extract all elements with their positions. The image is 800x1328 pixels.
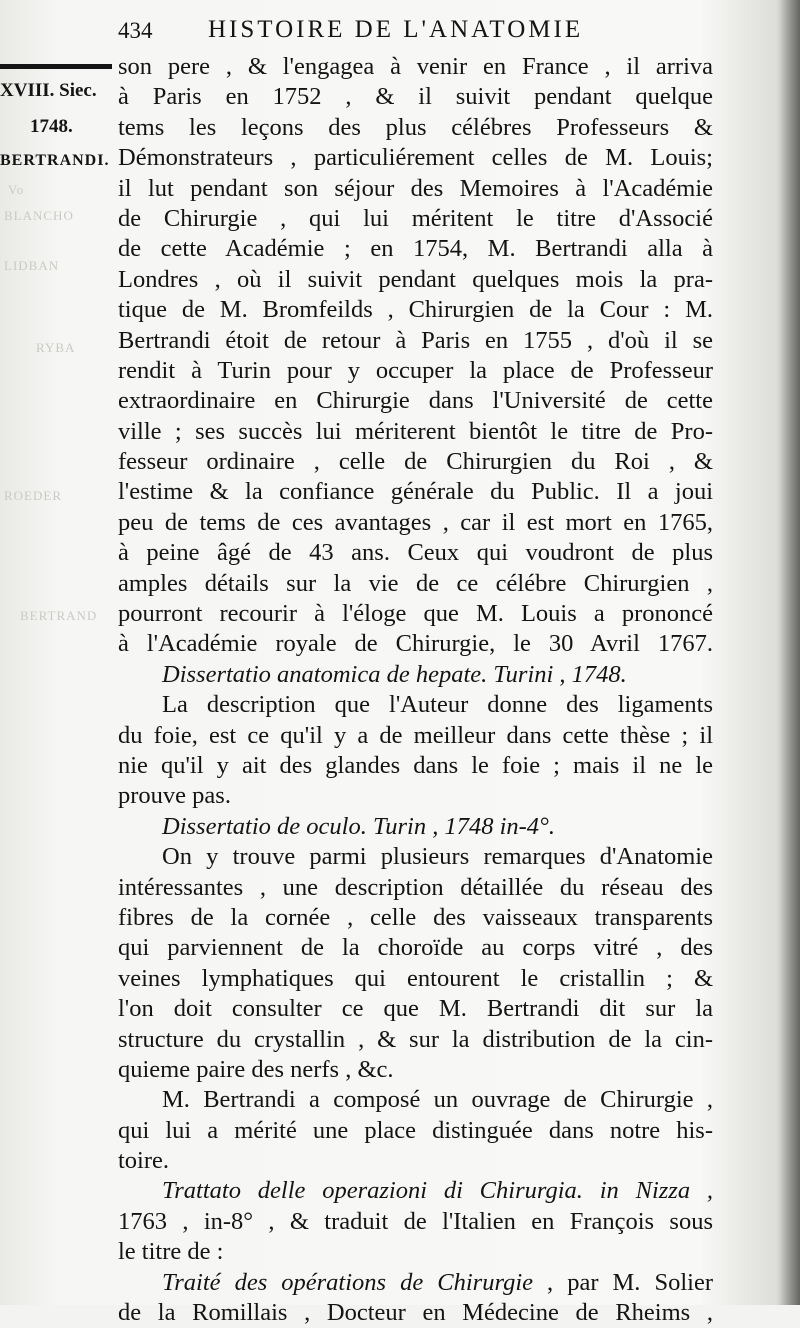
text-line: intéressantes , une description détaillée du réseau des — [118, 873, 713, 901]
margin-year: 1748. — [30, 116, 73, 137]
text-line: Bertrandi étoit de retour à Paris en 1755 , d'où il se — [118, 326, 713, 354]
text-line: rendit à Turin pour y occuper la place de Professeur — [118, 356, 713, 384]
text-line: du foie, est ce qu'il y a de meilleur dans cette thèse ; il — [118, 721, 713, 749]
text-line: extraordinaire en Chirurgie dans l'Université de cette — [118, 387, 713, 415]
bleed-through-text: Vo — [8, 182, 25, 197]
bleed-through-text: LIDBAN — [4, 258, 60, 273]
text-line: l'estime & la confiance générale du Public. Il a joui — [118, 478, 713, 506]
text-line: prouve pas. — [118, 782, 231, 810]
margin-rule — [0, 64, 112, 69]
italic-title: Traité des opérations de Chirurgie — [162, 1268, 534, 1296]
running-header — [118, 14, 788, 48]
text-line: Dissertatio anatomica de hepate. Turini , 1748. — [162, 660, 627, 688]
text-line: nie qu'il y ait des glandes dans le foie ; mais il ne le — [118, 751, 713, 779]
text-line: veines lymphatiques qui entourent le cristallin ; & — [118, 964, 713, 992]
bleed-through-text: RYBA — [36, 340, 76, 355]
text-line: qui parviennent de la choroïde au corps vitré , des — [118, 934, 713, 962]
text-line: tems les leçons des plus célébres Professeurs & — [118, 113, 713, 141]
text-line: le titre de : — [118, 1238, 224, 1266]
text-line: à peine âgé de 43 ans. Ceux qui voudront de plus — [118, 539, 713, 567]
margin-author: BERTRANDI. — [0, 152, 110, 169]
text-line: 1763 , in-8° , & traduit de l'Italien en François sous — [118, 1207, 713, 1235]
text-line: de cette Académie ; en 1754, M. Bertrandi alla à — [118, 235, 713, 263]
page-number: 434 — [118, 18, 153, 43]
text-line: il lut pendant son séjour des Memoires à l'Académie — [118, 174, 713, 202]
margin-century: XVIII. Siec. — [0, 80, 97, 101]
bleed-through-text: ROEDER — [4, 488, 62, 503]
text-line: La description que l'Auteur donne des ligaments — [162, 691, 713, 719]
text-line: Londres , où il suivit pendant quelques mois la pra- — [118, 265, 713, 293]
text-line: Trattato delle operazioni di Chirurgia. in Nizza , — [162, 1177, 713, 1205]
body-text — [118, 52, 713, 1328]
text-line: de Chirurgie , qui lui méritent le titre d'Associé — [118, 204, 713, 232]
text-line — [118, 1268, 713, 1298]
text-line: à l'Académie royale de Chirurgie, le 30 Avril 1767. — [118, 630, 713, 658]
text-line: ville ; ses succès lui mériterent bientôt le titre de Pro- — [118, 417, 713, 445]
text-line: On y trouve parmi plusieurs remarques d'Anatomie — [162, 843, 713, 871]
text-line: l'on doit consulter ce que M. Bertrandi dit sur la — [118, 995, 713, 1023]
bleed-through-text: BLANCHO — [4, 208, 74, 223]
text-line: M. Bertrandi a composé un ouvrage de Chirurgie , — [162, 1086, 713, 1114]
text-span: , par M. Solier — [533, 1268, 713, 1296]
text-line: Dissertatio de oculo. Turin , 1748 in-4°. — [162, 812, 555, 840]
text-line: amples détails sur la vie de ce célébre Chirurgien , — [118, 569, 713, 597]
text-line: qui lui a mérité une place distinguée dans notre his- — [118, 1116, 713, 1144]
text-line: de la Romillais , Docteur en Médecine de Rheims , — [118, 1299, 713, 1327]
text-line: tique de M. Bromfeilds , Chirurgien de la Cour : M. — [118, 296, 713, 324]
text-line: quieme paire des nerfs , &c. — [118, 1055, 394, 1083]
text-line: fibres de la cornée , celle des vaisseaux transparents — [118, 903, 713, 931]
text-line: pourront recourir à l'éloge que M. Louis a prononcé — [118, 600, 713, 628]
running-title: HISTOIRE DE L'ANATOMIE — [208, 16, 584, 43]
text-line: structure du crystallin , & sur la distribution de la cin- — [118, 1025, 713, 1053]
text-line: toire. — [118, 1147, 170, 1175]
gutter-shadow — [776, 0, 800, 1305]
text-line: peu de tems de ces avantages , car il est mort en 1765, — [118, 508, 713, 536]
bleed-through-text: BERTRAND — [20, 608, 98, 623]
text-line: son pere , & l'engagea à venir en France , il arriva — [118, 53, 713, 80]
text-line: fesseur ordinaire , celle de Chirurgien du Roi , & — [118, 448, 713, 476]
text-line: à Paris en 1752 , & il suivit pendant quelque — [118, 83, 713, 111]
text-line: Démonstrateurs , particuliérement celles de M. Louis; — [118, 144, 713, 172]
